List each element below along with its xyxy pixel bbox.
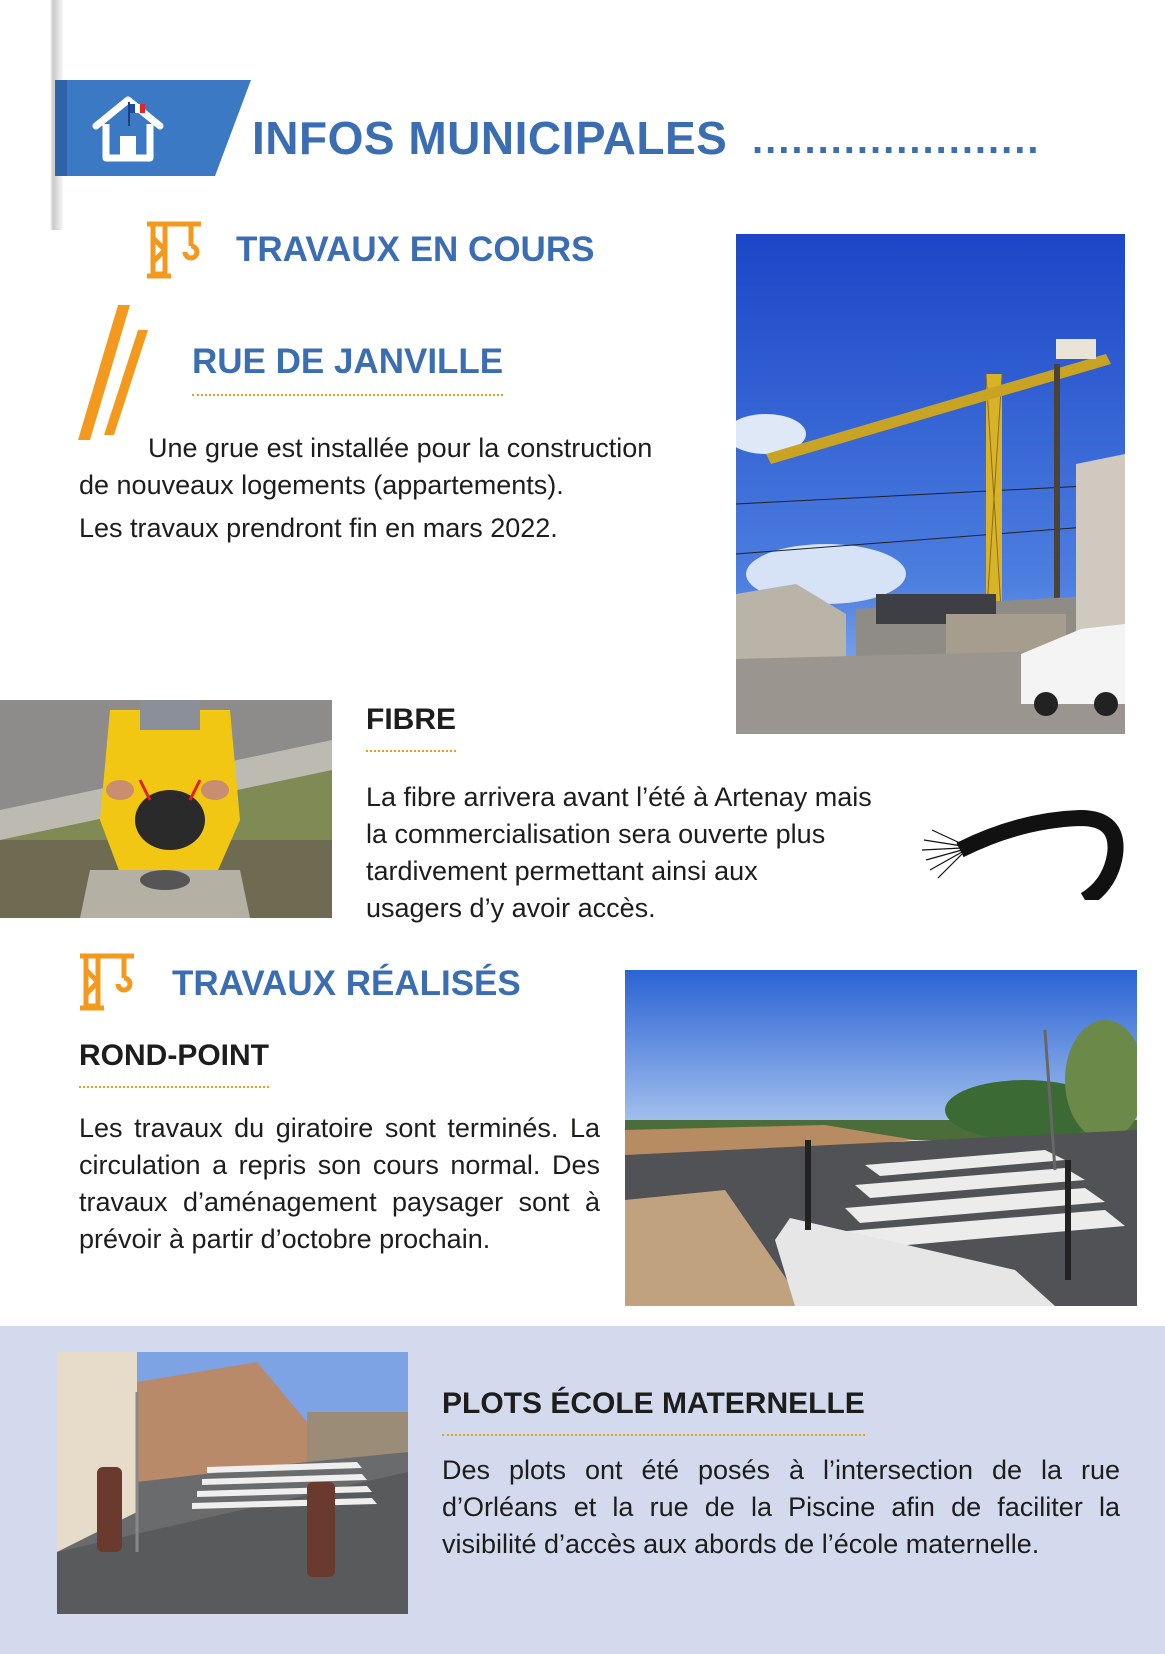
title-dots: ...................... <box>752 118 1041 162</box>
fibre-text-line3: tardivement permettant ainsi aux <box>366 856 758 886</box>
house-with-flag-icon <box>92 96 164 162</box>
crane-icon <box>78 950 136 1012</box>
janville-title: RUE DE JANVILLE <box>192 340 503 396</box>
section-heading-realises: TRAVAUX RÉALISÉS <box>172 964 521 1003</box>
fibre-text-line1: La fibre arrivera avant l’été à Artenay mais <box>366 782 872 812</box>
janville-text-line2: de nouveaux logements (appartements). <box>79 470 564 500</box>
plots-title: PLOTS ÉCOLE MATERNELLE <box>442 1384 865 1436</box>
page-title: INFOS MUNICIPALES <box>252 112 728 164</box>
janville-text-line3: Les travaux prendront fin en mars 2022. <box>79 513 558 543</box>
section-heading-en-cours: TRAVAUX EN COURS <box>236 230 595 269</box>
janville-text-line1: Une grue est installée pour la construction <box>148 433 653 463</box>
rond-point-title: ROND-POINT <box>79 1036 269 1088</box>
rond-point-text: Les travaux du giratoire sont terminés. La circulation a repris son cours normal. Des travaux d’aménagement paysager sont à prévoir à partir d’octobre prochain. <box>79 1113 600 1254</box>
orange-slashes-decoration <box>78 305 148 445</box>
fibre-text-line4: usagers d’y avoir accès. <box>366 893 656 923</box>
plots-text: Des plots ont été posés à l’intersection de la rue d’Orléans et la rue de la Piscine afin de faciliter la visibilité d’accès aux abords de l’école maternelle. <box>442 1455 1120 1559</box>
photo-fibre-worker <box>0 700 332 918</box>
fiber-cable-icon <box>920 810 1125 900</box>
photo-bollards <box>57 1352 408 1614</box>
fibre-title: FIBRE <box>366 700 456 752</box>
photo-roundabout <box>625 970 1137 1306</box>
crane-icon <box>145 218 203 280</box>
photo-crane-construction <box>736 234 1125 734</box>
fibre-text-line2: la commercialisation sera ouverte plus <box>366 819 826 849</box>
